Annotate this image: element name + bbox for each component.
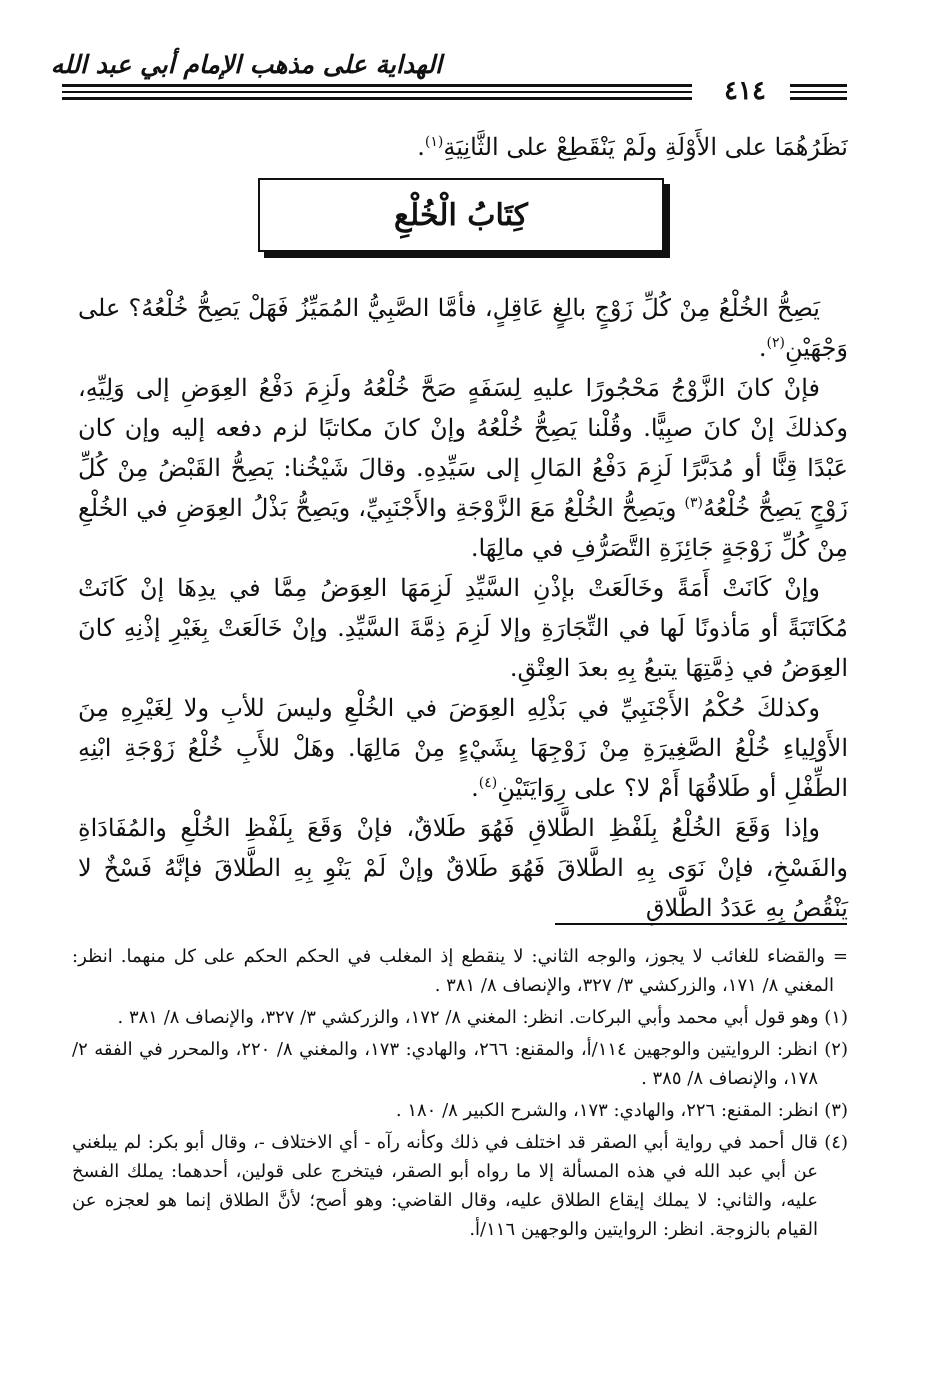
carryover-text: نَظَرُهُمَا على الأَوْلَةِ ولَمْ يَنْقَطِعْ على الثَّانِيَةِ — [443, 133, 848, 161]
running-title: الهداية على مذهب الإمام أبي عبد الله — [50, 50, 442, 79]
header-rule — [790, 91, 847, 93]
footnote-text: انظر: المقنع: ٢٢٦، والهادي: ١٧٣، والشرح الكبير ٨/ ١٨٠ . — [395, 1100, 819, 1121]
paragraph — [78, 288, 848, 368]
footnote — [72, 1096, 848, 1125]
footnote-ref: (٢) — [766, 335, 785, 351]
main-text — [78, 288, 848, 928]
header-rule — [62, 84, 692, 87]
footnote-marker: (٢) — [824, 1039, 848, 1060]
header-rule — [62, 91, 692, 93]
period: . — [417, 133, 425, 161]
page-number: ٤١٤ — [724, 76, 766, 106]
footnote-marker: (١) — [824, 1007, 848, 1028]
footnote — [72, 942, 848, 1000]
paragraph — [78, 688, 848, 808]
carryover-line — [78, 128, 848, 166]
footnote-marker: (٤) — [824, 1132, 848, 1153]
footnote-marker: = — [832, 946, 848, 967]
paragraph — [78, 368, 848, 568]
footnote-text: وهو قول أبي محمد وأبي البركات. انظر: المغني ٨/ ١٧٢، والزركشي ٣/ ٣٢٧، والإنصاف ٨/ ٣٨١ . — [117, 1007, 819, 1028]
footnote-text: قال أحمد في رواية أبي الصقر قد اختلف في ذلك وكأنه رآه - أي الاختلاف -، وقال أبو بكر: لم يبلغني عن أبي عبد الله في هذه المسألة إلا ما رواه أبو الصقر، فيتخرج على قولين، أحدهما: يملك الفسخ عليه، والثاني: لا يملك إيقاع الطلاق عليه، وقال القاضي: وهو أصح؛ لأنَّ الطلاق إنما هو لعجزه عن القيام بالزوجة. انظر: الروايتين والوجهين ١١٦/أ. — [72, 1132, 819, 1240]
footnote-text: والقضاء للغائب لا يجوز، والوجه الثاني: لا ينقطع إذ المغلب في الحكم الحكم على كل منهما. انظر: المغني ٨/ ١٧١، والزركشي ٣/ ٣٢٧، والإنصاف ٨/ ٣٨١ . — [72, 946, 834, 996]
footnote — [72, 1128, 848, 1244]
paragraph-text-after: ويَصِحُّ الخُلْعُ مَعَ الزَّوْجَةِ والأَجْنَبِيِّ، ويَصِحُّ بَذْلُ العِوَضِ في الخُلْعِ مِنْ كُلِّ زَوْجَةٍ جَائِزَةِ التَّصَرُّفِ في مالِهَا. — [78, 494, 848, 562]
footnote — [72, 1035, 848, 1093]
footnote-ref: (٣) — [684, 495, 703, 511]
footnote — [72, 1003, 848, 1032]
footnotes — [72, 942, 848, 1247]
paragraph-text: وإنْ كَانَتْ أَمَةً وخَالَعَتْ بإذْنِ السَّيِّدِ لَزِمَهَا العِوَضُ مِمَّا في يدِهَا إنْ كَانَتْ مُكَاتَبَةً أو مَأذونًا لَها في التِّجَارَةِ وإلا لَزِمَ ذِمَّةَ السَّيِّدِ. وإنْ خَالَعَتْ بِغَيْرِ إذْنِهِ كانَ العِوَضُ في ذِمَّتِهَا يتبعُ بِهِ بعدَ العِتْقِ. — [78, 574, 848, 682]
paragraph — [78, 808, 848, 928]
paragraph-text: وإذا وَقَعَ الخُلْعُ بِلَفْظِ الطَّلاقِ فَهُوَ طَلاقٌ، فإنْ وَقَعَ بِلَفْظِ الخُلْعِ والمُفَادَاةِ والفَسْخِ، فإنْ نَوَى بِهِ الطَّلاقَ فَهُوَ طَلاقٌ وإنْ لَمْ يَنْوِ بِهِ الطَّلاقَ فإنَّهُ فَسْخٌ لا يَنْقُصُ بِهِ عَدَدُ الطَّلاقِ — [78, 814, 848, 922]
paragraph-text: وكذلكَ حُكْمُ الأَجْنَبِيِّ في بَذْلِهِ العِوَضَ في الخُلْعِ وليسَ للأبِ ولا لِغَيْرِهِ مِنَ الأَوْلِياءِ خُلْعُ الصَّغِيرَةِ مِنْ زَوْجِهَا بِشَيْءٍ مِنْ مَالِهَا. وهَلْ للأَبِ خُلْعُ زَوْجَةِ ابْنِهِ الطِّفْلِ أو طَلاقُهَا أَمْ لا؟ على رِوَايَتَيْنِ — [78, 694, 848, 802]
footnote-ref: (٤) — [478, 775, 498, 791]
footnote-marker: (٣) — [824, 1100, 848, 1121]
footnote-text: انظر: الروايتين والوجهين ١١٤/أ، والمقنع: ٢٦٦، والهادي: ١٧٣، والمغني ٨/ ٢٢٠، والمحرر في الفقه ٢/ ١٧٨، والإنصاف ٨/ ٣٨٥ . — [72, 1039, 818, 1089]
paragraph-text: يَصِحُّ الخُلْعُ مِنْ كُلِّ زَوْجٍ بالِغٍ عَاقِلٍ، فأمَّا الصَّبِيُّ المُمَيِّزُ فَهَلْ يَصِحُّ خُلْعُهُ؟ على وَجْهَيْنِ — [78, 294, 848, 362]
chapter-title: كِتَابُ الْخُلْعِ — [394, 197, 528, 233]
paragraph-text-after: . — [471, 774, 479, 802]
footnote-separator — [555, 923, 847, 925]
paragraph — [78, 568, 848, 688]
footnote-ref: (١) — [424, 134, 444, 150]
chapter-heading-box — [258, 178, 664, 252]
header-rule — [62, 97, 692, 100]
paragraph-text: فإنْ كانَ الزَّوْجُ مَحْجُورًا عليهِ لِسَفَهٍ صَحَّ خُلْعُهُ ولَزِمَ دَفْعُ العِوَضِ إلى وَلِيِّهِ، وكذلكَ إنْ كانَ صبِيًّا. وقُلْنا يَصِحُّ خُلْعُهُ وإنْ كانَ مكاتبًا لزم دفعه إليه وإن كان عَبْدًا قِنًّا أو مُدَبَّرًا لَزِمَ دَفْعُ المَالِ إلى سَيِّدِهِ. وقالَ شَيْخُنا: يَصِحُّ القَبْضُ مِنْ كُلِّ زَوْجٍ يَصِحُّ خُلْعُهُ — [78, 374, 848, 522]
paragraph-text-after: . — [758, 334, 767, 362]
header-rule — [790, 97, 847, 100]
header-rule — [790, 84, 847, 87]
